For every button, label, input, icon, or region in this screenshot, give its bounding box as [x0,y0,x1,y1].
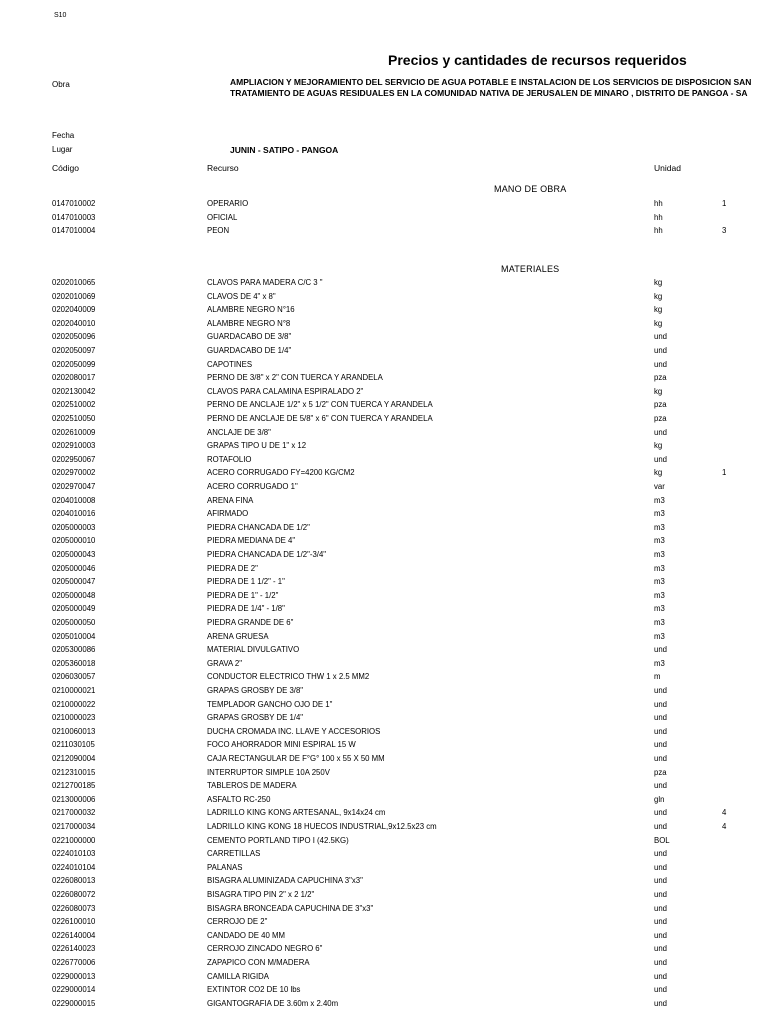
resource-name: BISAGRA BRONCEADA CAPUCHINA DE 3"x3" [207,903,374,913]
resource-code: 0205360018 [52,658,96,668]
resource-name: ARENA GRUESA [207,631,269,641]
resource-name: GUARDACABO DE 3/8" [207,332,292,342]
resource-code: 0202510050 [52,414,96,423]
resource-unit: und [654,903,668,913]
resource-code: 0205000050 [52,618,96,627]
resource-unit: hh [654,212,663,222]
table-row [0,754,768,767]
resource-unit: und [654,454,668,464]
resource-quantity: 4 [722,822,727,831]
resource-code: 0210000022 [52,699,96,709]
resource-name: LADRILLO KING KONG 18 HUECOS INDUSTRIAL,9x12.5x23 cm [207,822,437,831]
resource-code: 0205000003 [52,522,96,532]
resource-code: 0202010069 [52,291,96,301]
table-row [0,890,768,903]
resource-name: PALANAS [207,862,243,872]
resource-code: 0202080017 [52,373,96,383]
resource-name: GIGANTOGRAFIA DE 3.60m x 2.40m [207,998,339,1008]
fecha-label: Fecha [52,131,75,140]
resource-unit: und [654,740,668,750]
resource-name: MATERIAL DIVULGATIVO [207,645,300,655]
resource-unit: hh [654,226,663,236]
resource-name: BISAGRA TIPO PIN 2" x 2 1/2" [207,890,315,899]
resource-name: ZAPAPICO CON M/MADERA [207,958,310,967]
table-row [0,727,768,740]
resource-unit: und [654,808,668,818]
resource-code: 0226100010 [52,917,96,927]
resource-code: 0224010103 [52,849,96,859]
table-row [0,944,768,957]
resource-code: 0205000046 [52,563,96,573]
table-row [0,523,768,536]
resource-unit: m3 [654,522,665,532]
resource-unit: kg [654,318,663,328]
resource-name: PIEDRA DE 1" - 1/2" [207,590,279,600]
resource-code: 0213000006 [52,794,96,804]
resource-code: 0226080072 [52,890,96,899]
table-row [0,319,768,332]
resource-code: 0202040010 [52,318,96,328]
resource-unit: und [654,971,668,981]
resource-unit: m3 [654,509,665,519]
table-row [0,226,768,239]
resource-code: 0212310015 [52,767,96,777]
resource-unit: und [654,944,668,954]
table-row [0,931,768,944]
table-row [0,591,768,604]
resource-unit: var [654,482,665,491]
resource-code: 0229000014 [52,985,96,995]
resource-name: CLAVOS PARA CALAMINA ESPIRALADO 2" [207,386,364,396]
resource-unit: BOL [654,835,670,845]
resource-unit: und [654,862,668,872]
resource-quantity: 3 [722,226,727,236]
resource-code: 0202510002 [52,400,96,410]
section-title-mano-de-obra: MANO DE OBRA [494,184,567,194]
table-row [0,509,768,522]
resource-name: CANDADO DE 40 MM [207,930,285,940]
resource-unit: und [654,958,668,967]
table-row [0,400,768,413]
resource-unit: hh [654,199,663,208]
table-row [0,781,768,794]
table-row [0,672,768,685]
resource-code: 0205000047 [52,577,96,587]
resource-code: 0217000032 [52,808,96,818]
table-row [0,441,768,454]
resource-code: 0205000048 [52,590,96,600]
column-header-unit: Unidad [654,163,681,173]
resource-unit: kg [654,441,663,451]
resource-name: ACERO CORRUGADO 1" [207,482,298,491]
resource-unit: und [654,781,668,791]
table-row [0,213,768,226]
obra-description [230,77,768,99]
resource-name: ASFALTO RC-250 [207,794,271,804]
resource-code: 0229000015 [52,998,96,1008]
table-row [0,863,768,876]
resource-code: 0217000034 [52,822,96,831]
resource-quantity: 4 [722,808,727,818]
resource-code: 0210000021 [52,686,96,695]
resource-unit: und [654,890,668,899]
resource-unit: m3 [654,590,665,600]
table-row [0,468,768,481]
resource-unit: m3 [654,658,665,668]
resource-code: 0212090004 [52,754,96,763]
resource-unit: und [654,713,668,723]
resource-unit: m [654,672,661,682]
resource-name: CAMILLA RIGIDA [207,971,269,981]
table-row [0,564,768,577]
resource-code: 0226080073 [52,903,96,913]
resource-code: 0202050097 [52,346,96,355]
resource-unit: und [654,726,668,736]
table-row [0,604,768,617]
resource-name: CERROJO ZINCADO NEGRO 6" [207,944,323,954]
resource-name: EXTINTOR CO2 DE 10 lbs [207,985,301,995]
table-row [0,795,768,808]
resource-code: 0147010002 [52,199,96,208]
resource-code: 0202950067 [52,454,96,464]
lugar-label: Lugar [52,145,73,154]
table-row [0,808,768,821]
resource-name: GRAPAS TIPO U DE 1" x 12 [207,441,307,451]
resource-code: 0226140004 [52,930,96,940]
resource-code: 0202040009 [52,305,96,315]
resource-name: ALAMBRE NEGRO N°8 [207,318,291,328]
resource-unit: und [654,332,668,342]
table-row [0,414,768,427]
resource-name: GRAPAS GROSBY DE 3/8" [207,686,304,695]
resource-name: GRAPAS GROSBY DE 1/4" [207,713,304,723]
resource-name: TEMPLADOR GANCHO OJO DE 1" [207,699,333,709]
resource-code: 0147010004 [52,226,96,236]
resource-unit: und [654,346,668,355]
table-row [0,958,768,971]
resource-name: CONDUCTOR ELECTRICO THW 1 x 2.5 MM2 [207,672,370,682]
resource-name: CARRETILLAS [207,849,261,859]
resource-unit: pza [654,767,667,777]
resource-name: PIEDRA MEDIANA DE 4" [207,536,296,546]
resource-unit: m3 [654,495,665,505]
resource-code: 0210000023 [52,713,96,723]
table-row [0,999,768,1012]
table-row [0,740,768,753]
resource-name: CEMENTO PORTLAND TIPO I (42.5KG) [207,835,349,845]
resource-code: 0205000010 [52,536,96,546]
resource-name: OFICIAL [207,212,238,222]
table-row [0,550,768,563]
resource-code: 0205000049 [52,604,96,614]
resource-code: 0147010003 [52,212,96,222]
table-row [0,292,768,305]
resource-name: DUCHA CROMADA INC. LLAVE Y ACCESORIOS [207,726,381,736]
resource-code: 0202610009 [52,427,96,437]
resource-name: PERNO DE ANCLAJE DE 5/8" x 6" CON TUERCA Y ARANDELA [207,414,433,423]
resource-unit: und [654,359,668,369]
resource-unit: und [654,917,668,927]
resource-quantity: 1 [722,468,727,478]
resource-unit: m3 [654,536,665,546]
obra-label: Obra [52,80,70,89]
resource-unit: gln [654,794,665,804]
resource-code: 0210060013 [52,726,96,736]
resource-unit: kg [654,386,663,396]
resource-name: PIEDRA DE 1 1/2" - 1" [207,577,285,587]
resource-name: OPERARIO [207,199,249,208]
resource-unit: m3 [654,563,665,573]
table-row [0,904,768,917]
resource-code: 0202010065 [52,278,96,287]
resource-name: CLAVOS PARA MADERA C/C 3 " [207,278,323,287]
resource-unit: und [654,686,668,695]
resource-unit: pza [654,414,667,423]
table-row [0,577,768,590]
resource-name: PIEDRA GRANDE DE 6" [207,618,294,627]
table-row [0,618,768,631]
table-row [0,455,768,468]
section-title-materiales: MATERIALES [501,264,560,274]
resource-unit: und [654,645,668,655]
resource-code: 0226080013 [52,876,96,886]
resource-unit: pza [654,373,667,383]
resource-name: BISAGRA ALUMINIZADA CAPUCHINA 3"x3" [207,876,363,886]
resource-code: 0202910003 [52,441,96,451]
table-row [0,917,768,930]
resource-code: 0205300086 [52,645,96,655]
table-row [0,659,768,672]
resource-unit: m3 [654,577,665,587]
resource-unit: und [654,876,668,886]
table-row [0,836,768,849]
resource-code: 0205010004 [52,631,96,641]
resource-unit: kg [654,278,663,287]
resource-unit: m3 [654,604,665,614]
resource-name: PIEDRA DE 1/4" - 1/8" [207,604,285,614]
resource-code: 0224010104 [52,862,96,872]
resource-name: FOCO AHORRADOR MINI ESPIRAL 15 W [207,740,356,750]
table-row [0,536,768,549]
table-row [0,482,768,495]
table-row [0,822,768,835]
resource-name: LADRILLO KING KONG ARTESANAL, 9x14x24 cm [207,808,386,818]
resource-name: ALAMBRE NEGRO N°16 [207,305,295,315]
resource-name: AFIRMADO [207,509,249,519]
page-title: Precios y cantidades de recursos requeridos [388,52,687,68]
resource-name: ANCLAJE DE 3/8" [207,427,271,437]
resource-code: 0204010016 [52,509,96,519]
table-row [0,346,768,359]
resource-unit: kg [654,468,663,478]
resource-unit: und [654,427,668,437]
resource-name: GRAVA 2" [207,658,242,668]
resource-name: PEON [207,226,230,236]
resource-code: 0202970002 [52,468,96,478]
table-row [0,360,768,373]
obra-line-1: AMPLIACION Y MEJORAMIENTO DEL SERVICIO DE AGUA POTABLE E INSTALACION DE LOS SERVICIOS DE DISPOSICION SAN [230,77,752,87]
resource-code: 0211030105 [52,740,95,750]
table-row [0,849,768,862]
table-row [0,713,768,726]
resource-name: PIEDRA DE 2" [207,563,258,573]
resource-unit: kg [654,291,663,301]
resource-code: 0202050099 [52,359,96,369]
resource-code: 0202130042 [52,386,96,396]
table-row [0,985,768,998]
table-row [0,686,768,699]
resource-unit: und [654,985,668,995]
resource-unit: kg [654,305,663,315]
resource-unit: und [654,930,668,940]
table-row [0,199,768,212]
column-header-code: Código [52,163,79,173]
resource-code: 0204010008 [52,495,96,505]
resource-unit: m3 [654,618,665,627]
resource-unit: und [654,699,668,709]
resource-name: CAJA RECTANGULAR DE F°G° 100 x 55 X 50 MM [207,754,385,763]
resource-code: 0206030057 [52,672,96,682]
resource-unit: und [654,849,668,859]
table-row [0,332,768,345]
resource-unit: und [654,754,668,763]
resource-name: ROTAFOLIO [207,454,252,464]
resource-unit: und [654,998,668,1008]
resource-code: 0229000013 [52,971,96,981]
resource-unit: und [654,822,668,831]
resource-code: 0202970047 [52,482,96,491]
resource-name: PERNO DE 3/8" x 2" CON TUERCA Y ARANDELA [207,373,383,383]
resource-code: 0212700185 [52,781,96,791]
table-row [0,632,768,645]
obra-line-2: TRATAMIENTO DE AGUAS RESIDUALES EN LA COMUNIDAD NATIVA DE JERUSALEN DE MINARO , DISTRITO DE PANGOA - SA [230,88,748,98]
resource-name: CLAVOS DE 4" x 8" [207,291,276,301]
resource-code: 0205000043 [52,550,96,559]
table-row [0,700,768,713]
table-row [0,387,768,400]
resource-name: PERNO DE ANCLAJE 1/2" x 5 1/2" CON TUERCA Y ARANDELA [207,400,433,410]
resource-name: ARENA FINA [207,495,254,505]
resource-name: GUARDACABO DE 1/4" [207,346,292,355]
table-row [0,645,768,658]
resource-code: 0221000000 [52,835,96,845]
resource-code: 0202050096 [52,332,96,342]
table-row [0,972,768,985]
table-row [0,278,768,291]
table-row [0,305,768,318]
resource-quantity: 1 [722,199,727,208]
column-header-resource: Recurso [207,163,239,173]
resource-name: CAPOTINES [207,359,253,369]
resource-name: INTERRUPTOR SIMPLE 10A 250V [207,767,330,777]
table-row [0,768,768,781]
resource-name: ACERO CORRUGADO FY=4200 KG/CM2 [207,468,355,478]
page-code: S10 [54,12,67,19]
resource-unit: pza [654,400,667,410]
table-row [0,876,768,889]
resource-unit: m3 [654,550,665,559]
resource-name: CERROJO DE 2" [207,917,268,927]
table-row [0,496,768,509]
table-row [0,428,768,441]
resource-name: PIEDRA CHANCADA DE 1/2"-3/4" [207,550,327,559]
resource-code: 0226140023 [52,944,96,954]
resource-code: 0226770006 [52,958,96,967]
lugar-value: JUNIN - SATIPO - PANGOA [230,145,339,155]
resource-name: TABLEROS DE MADERA [207,781,297,791]
resource-name: PIEDRA CHANCADA DE 1/2" [207,522,310,532]
table-row [0,373,768,386]
resource-unit: m3 [654,631,665,641]
